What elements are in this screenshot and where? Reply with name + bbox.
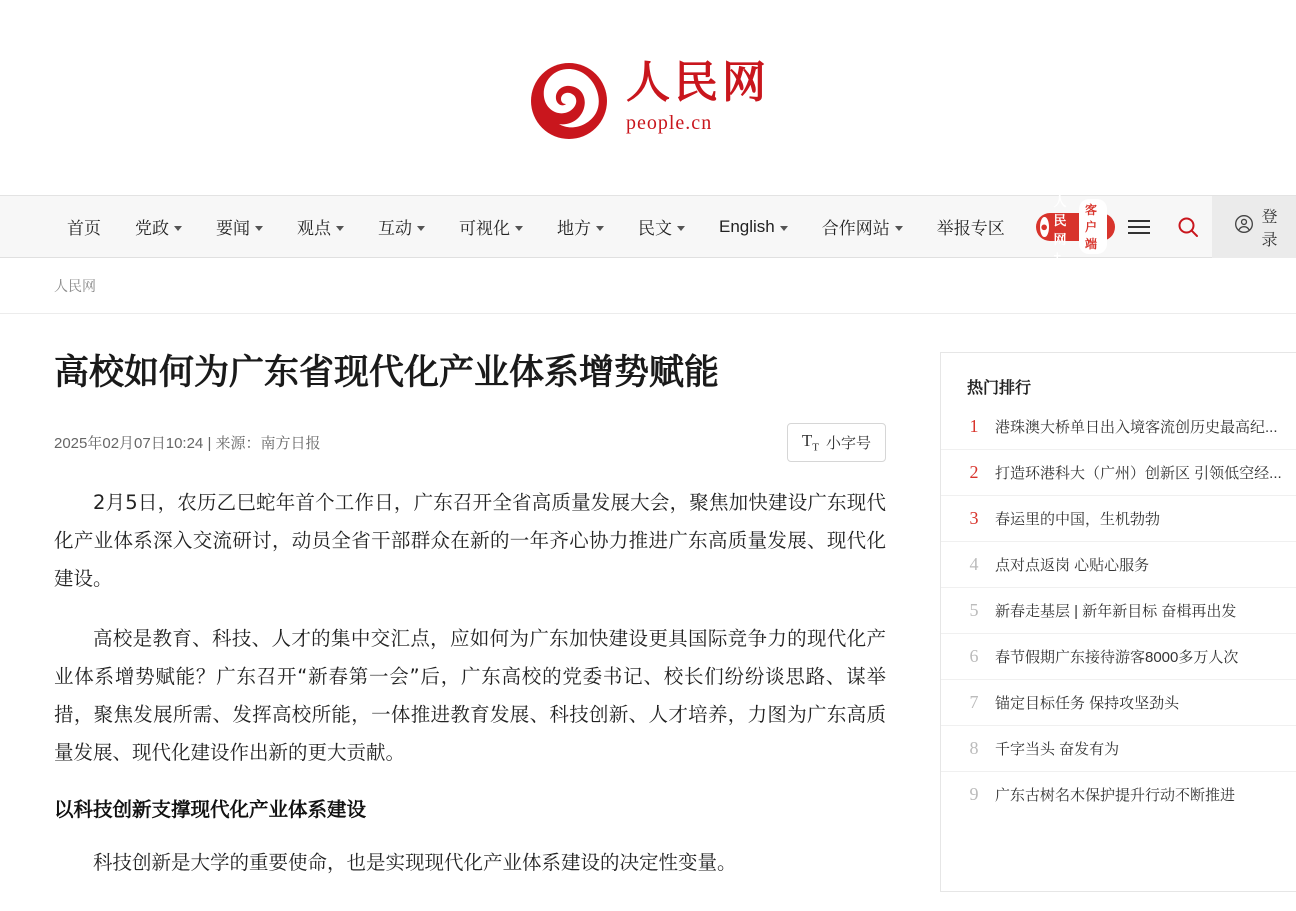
site-masthead — [0, 0, 1296, 196]
page-title: 高校如何为广东省现代化产业体系增势赋能 — [54, 353, 720, 393]
list-item[interactable] — [941, 404, 1296, 450]
rank-number: 6 — [969, 646, 979, 666]
text-size-icon: $T_T$ — [801, 431, 819, 454]
rank-headline: 打造环港科大（广州）创新区 引领低空经... — [995, 465, 1282, 482]
nav-item-local[interactable] — [540, 214, 621, 239]
hamburger-icon[interactable] — [1115, 196, 1164, 258]
app-logo-icon: ● — [1040, 217, 1049, 237]
nav-label: 合作网站 — [821, 219, 890, 238]
nav-label: English — [719, 216, 775, 236]
rank-number: 5 — [969, 600, 979, 620]
login-label: 登录 — [1261, 208, 1278, 249]
article-meta: 2025年02月07日10:24 | 来源：南方日报 — [54, 434, 321, 452]
nav-label: 互动 — [378, 219, 412, 238]
nav-label: 举报专区 — [936, 219, 1005, 238]
chevron-down-icon — [255, 226, 263, 231]
rank-headline: 锚定目标任务 保持攻坚劲头 — [995, 695, 1180, 712]
nav-label: 观点 — [297, 219, 331, 238]
rank-number: 2 — [969, 462, 979, 482]
list-item[interactable] — [941, 680, 1296, 726]
app-badge-suffix: 客户端 — [1079, 199, 1107, 254]
font-size-label: 小字号 — [825, 434, 871, 452]
list-item[interactable] — [941, 450, 1296, 496]
rank-number: 8 — [969, 738, 979, 758]
sidebar — [940, 314, 1296, 904]
rank-number: 9 — [969, 784, 979, 804]
chevron-down-icon — [174, 226, 182, 231]
rank-number: 3 — [969, 508, 979, 528]
nav-item-top-news[interactable] — [199, 214, 280, 239]
nav-item-party-government[interactable] — [118, 214, 199, 239]
nav-item-ethnic-languages[interactable] — [621, 214, 702, 239]
list-item[interactable] — [941, 542, 1296, 588]
rank-headline: 春节假期广东接待游客8000多万人次 — [995, 649, 1239, 666]
nav-item-report-zone[interactable] — [920, 214, 1022, 239]
app-badge-brand: 人民网+ — [1053, 193, 1067, 263]
rank-number: 4 — [969, 554, 979, 574]
nav-item-interaction[interactable] — [361, 214, 442, 239]
rank-number: 7 — [969, 692, 979, 712]
article-paragraph: 科技创新是大学的重要使命，也是实现现代化产业体系建设的决定性变量。 — [93, 850, 737, 874]
rank-headline: 春运里的中国，生机勃勃 — [995, 511, 1161, 528]
hot-ranking-title: 热门排行 — [967, 380, 1032, 397]
rank-headline: 新春走基层 | 新年新目标 奋楫再出发 — [995, 603, 1237, 620]
article-subheading: 以科技创新支撑现代化产业体系建设 — [54, 797, 367, 821]
login-button[interactable] — [1212, 196, 1296, 258]
page-body — [0, 314, 1296, 904]
logo-chinese-text: 人民网 — [626, 56, 770, 108]
chevron-down-icon — [895, 226, 903, 231]
nav-label: 可视化 — [459, 219, 510, 238]
font-size-button[interactable] — [787, 423, 886, 461]
article-container — [0, 314, 940, 904]
rank-number: 1 — [969, 416, 979, 436]
rank-headline: 点对点返岗 心贴心服务 — [995, 557, 1150, 574]
chevron-down-icon — [780, 226, 788, 231]
article-paragraph: 2月5日，农历乙巳蛇年首个工作日，广东召开全省高质量发展大会，聚焦加快建设广东现代化产业体系深入交流研讨，动员全省干部群众在新的一年齐心协力推进广东高质量发展、现代化建设。 — [54, 490, 886, 590]
nav-label: 地方 — [557, 219, 591, 238]
search-icon[interactable] — [1164, 196, 1213, 258]
nav-item-home[interactable] — [50, 214, 118, 239]
site-logo[interactable] — [526, 55, 770, 141]
chevron-down-icon — [417, 226, 425, 231]
main-navigation — [0, 193, 1296, 263]
list-item[interactable] — [941, 772, 1296, 817]
chevron-down-icon — [336, 226, 344, 231]
list-item[interactable] — [941, 588, 1296, 634]
list-item[interactable] — [941, 726, 1296, 772]
logo-english-text: people.cn — [626, 112, 713, 135]
nav-label: 民文 — [638, 219, 672, 238]
chevron-down-icon — [677, 226, 685, 231]
rank-headline: 广东古树名木保护提升行动不断推进 — [995, 787, 1236, 804]
list-item[interactable] — [941, 634, 1296, 680]
nav-item-english[interactable] — [702, 217, 805, 237]
chevron-down-icon — [596, 226, 604, 231]
nav-item-visualization[interactable] — [442, 214, 540, 239]
nav-item-list — [50, 193, 1115, 263]
hot-ranking-card — [940, 352, 1296, 892]
app-download-badge[interactable] — [1036, 193, 1115, 263]
people-logo-icon — [526, 55, 612, 141]
rank-headline: 港珠澳大桥单日出入境客流创历史最高纪... — [995, 419, 1278, 436]
article-meta-row — [54, 423, 886, 461]
user-icon — [1234, 214, 1254, 239]
nav-label: 要闻 — [216, 219, 250, 238]
nav-label: 党政 — [135, 219, 169, 238]
list-item[interactable] — [941, 496, 1296, 542]
nav-right-tools — [1115, 196, 1296, 258]
nav-item-opinion[interactable] — [280, 214, 361, 239]
breadcrumb-item-home[interactable]: 人民网 — [54, 277, 96, 294]
article-paragraph: 高校是教育、科技、人才的集中交汇点，应如何为广东加快建设更具国际竞争力的现代化产业体系增势赋能？广东召开“新春第一会”后，广东高校的党委书记、校长们纷纷谈思路、谋举措，聚焦发展所需、发挥高校所能，一体推进教育发展、科技创新、人才培养，力图为广东高质量发展、现代化建设作出新的更大贡献。 — [54, 626, 886, 764]
nav-label: 首页 — [67, 219, 101, 238]
chevron-down-icon — [515, 226, 523, 231]
breadcrumb — [0, 258, 1296, 314]
rank-headline: 千字当头 奋发有为 — [995, 741, 1120, 758]
nav-item-partner-sites[interactable] — [805, 214, 920, 239]
